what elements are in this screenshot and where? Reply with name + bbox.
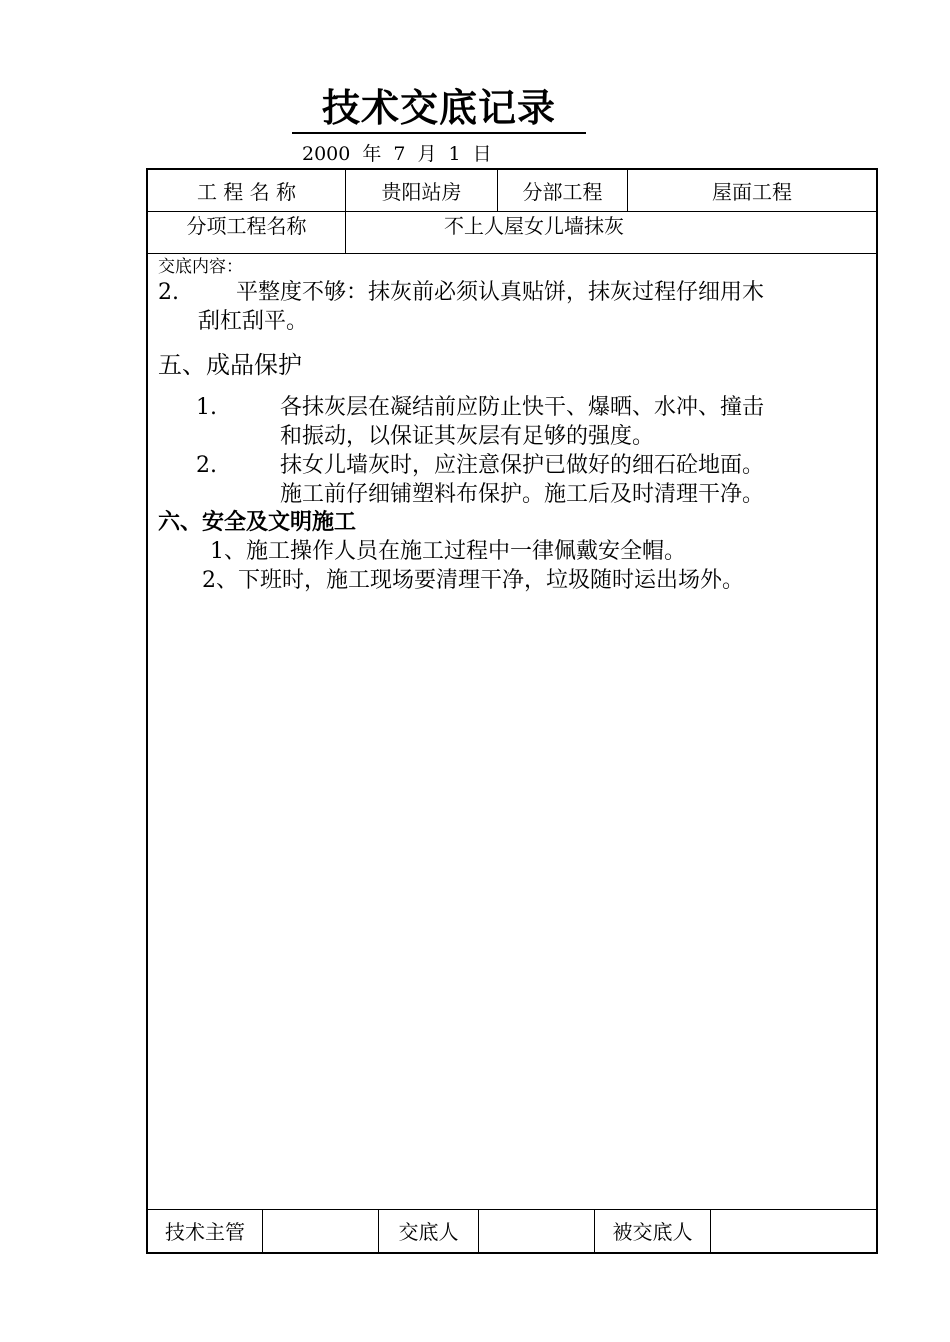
section-5-item <box>158 393 870 422</box>
item-text: 抹女儿墙灰时，应注意保护已做好的细石砼地面。 <box>280 453 765 478</box>
receiver-field[interactable] <box>711 1212 876 1252</box>
receiver-label: 被交底人 <box>612 1220 693 1244</box>
section-5-item-continuation: 和振动，以保证其灰层有足够的强度。 <box>280 424 655 449</box>
table-divider <box>147 211 877 212</box>
presenter-field[interactable] <box>479 1212 594 1252</box>
date-day-unit: 日 <box>472 143 492 165</box>
date-month-unit: 月 <box>417 143 437 165</box>
table-divider <box>147 1209 877 1210</box>
date-month: 7 <box>393 143 406 165</box>
item-number: 1. <box>196 395 217 420</box>
tech-supervisor-label: 技术主管 <box>165 1220 245 1244</box>
presenter-label: 交底人 <box>398 1220 459 1244</box>
section-5-item-continuation: 施工前仔细铺塑料布保护。施工后及时清理干净。 <box>280 482 765 507</box>
project-name-value: 贵阳站房 <box>381 180 462 204</box>
division-label: 分部工程 <box>522 180 603 204</box>
date-day: 1 <box>448 143 461 165</box>
section-6-item: 1、施工操作人员在施工过程中一律佩戴安全帽。 <box>210 539 686 564</box>
section-5-list <box>158 393 870 509</box>
section-5-item <box>158 451 870 480</box>
section-heading-6: 六、安全及文明施工 <box>158 510 357 535</box>
document-date <box>302 142 504 166</box>
item-number: 2. <box>196 453 217 478</box>
content-area <box>158 256 870 595</box>
item-text: 各抹灰层在凝结前应防止快干、爆晒、水冲、撞击 <box>280 395 765 420</box>
table-divider <box>147 253 877 254</box>
item-text: 平整度不够：抹灰前必须认真贴饼，抹灰过程仔细用木 <box>236 280 765 305</box>
document-title: 技术交底记录 <box>292 86 586 134</box>
content-item-2 <box>158 278 870 307</box>
subitem-label: 分项工程名称 <box>186 214 307 238</box>
content-item-2-continuation: 刮杠刮平。 <box>198 309 309 334</box>
project-name-label: 工 程 名 称 <box>196 180 297 204</box>
item-number: 2. <box>158 280 179 305</box>
date-year: 2000 <box>302 143 351 165</box>
tech-supervisor-field[interactable] <box>263 1212 378 1252</box>
division-value: 屋面工程 <box>712 180 792 204</box>
section-heading-5: 五、成品保护 <box>158 351 302 379</box>
content-label: 交底内容： <box>158 257 243 277</box>
section-6-item: 2、下班时，施工现场要清理干净，垃圾随时运出场外。 <box>202 568 744 593</box>
date-year-unit: 年 <box>362 143 382 165</box>
subitem-value: 不上人屋女儿墙抹灰 <box>444 214 624 238</box>
